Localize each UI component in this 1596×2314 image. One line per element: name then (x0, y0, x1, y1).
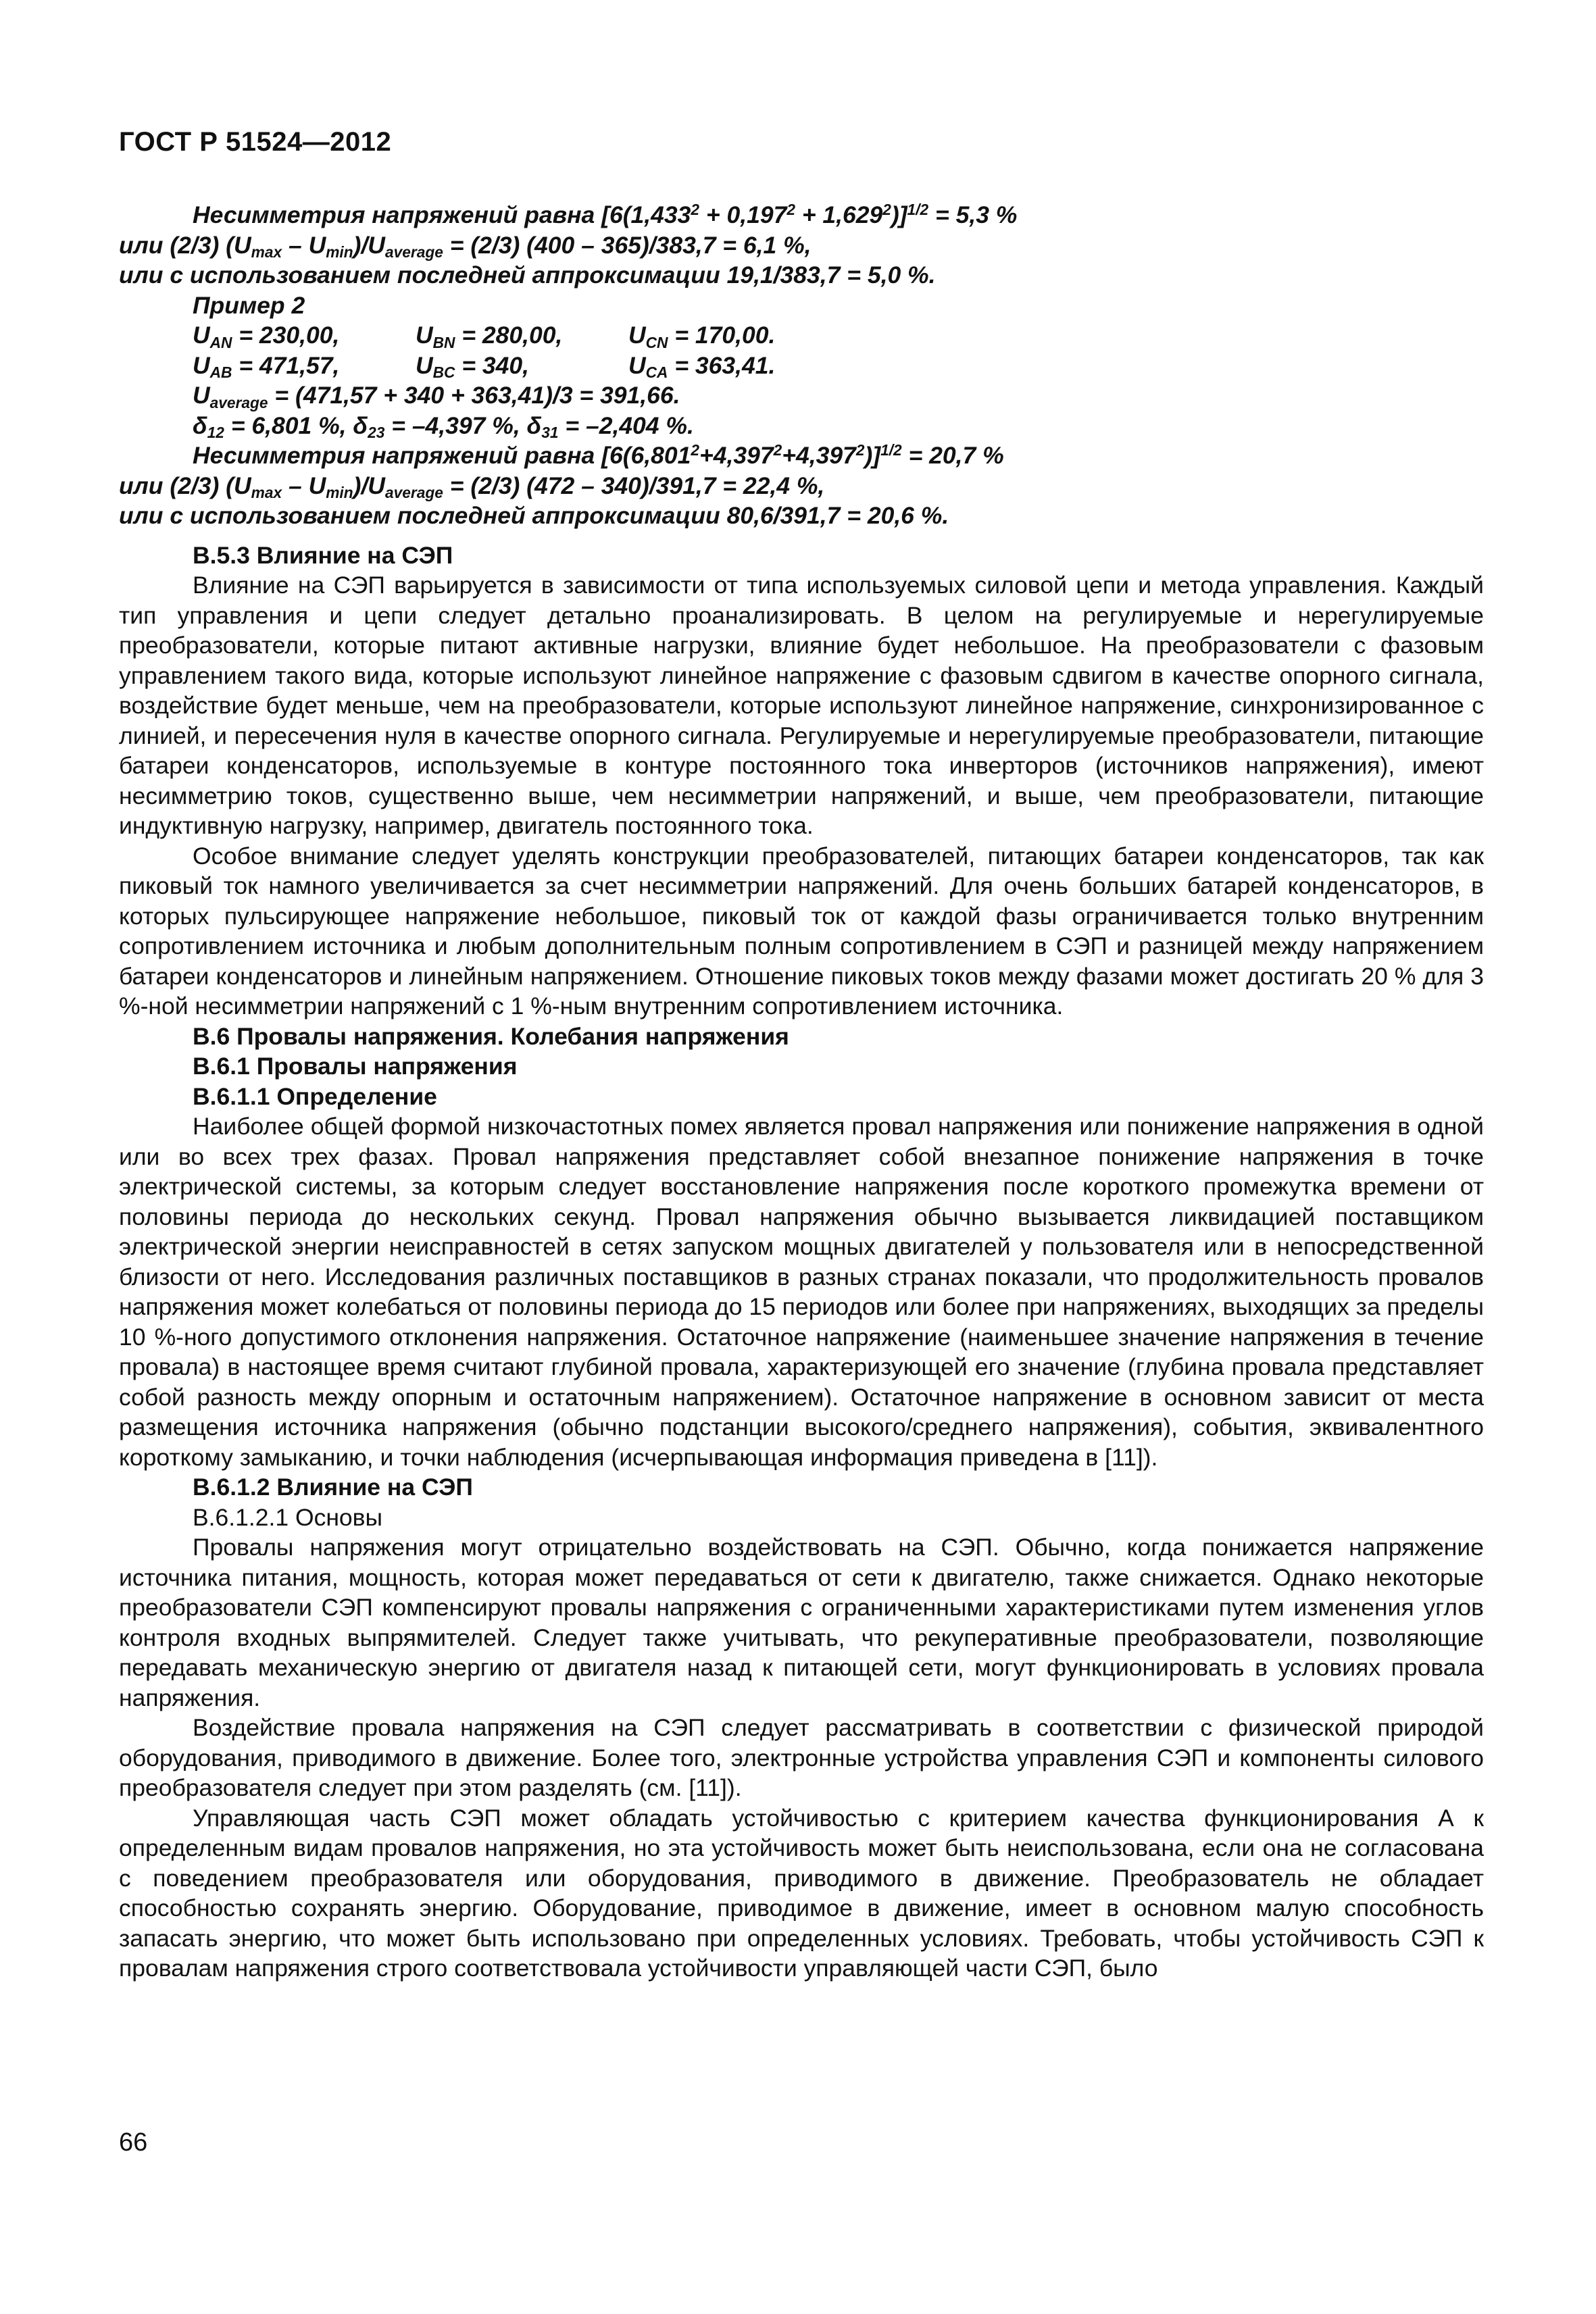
voltage-values-row (119, 351, 1484, 381)
formula-line: $\delta_{12} = 6,801$ %, $\delta_{23} = -4,397$ %, $\delta_{31} = -2,404$ %. (193, 411, 694, 442)
section-heading: В.6.1.2 Влияние на СЭП (193, 1474, 473, 1501)
voltage-value: $U_{AN} = 230,00$, (193, 322, 340, 351)
formula-line: $U_{average} = (471,57 + 340 + 363,41)/3 = 391,66$. (193, 382, 680, 411)
voltage-value: $U_{AB} = 471,57$, (193, 351, 340, 382)
page-content (119, 200, 1484, 1984)
body-paragraph: Наиболее общей формой низкочастотных помех является провал напряжения или понижение напряжения в одной или во всех трех фазах. Провал напряжения представляет собой внезапное понижение напряжения в точке электрической системы, за которым следует восстановление напряжения после короткого промежутка времени от половины периода до нескольких секунд. Провал напряжения обычно вызывается ликвидацией поставщиком электрической энергии неисправностей в сетях запуском мощных двигателей у пользователя или в непосредственной близости от него. Исследования различных поставщиков в разных странах показали, что продолжительность провалов напряжения может колебаться от половины периода до 15 периодов или более при напряжениях, выходящих за пределы 10 %-ного допустимого отклонения напряжения. Остаточное напряжение (наименьшее значение напряжения в течение провала) в настоящее время считают глубиной провала, характеризующей его значение (глубина провала представляет собой разность между опорным и остаточным напряжением). Остаточное напряжение в основном зависит от места размещения источника напряжения (обычно подстанции высокого/среднего напряжения), события, эквивалентного короткому замыканию, и точки наблюдения (исчерпывающая информация приведена в [11]). (119, 1113, 1484, 1471)
section-heading: В.5.3 Влияние на СЭП (193, 541, 453, 569)
body-paragraph: Провалы напряжения могут отрицательно воздействовать на СЭП. Обычно, когда понижается напряжение источника питания, мощность, которая может передаваться от сети к двигателю, также снижается. Однако некоторые преобразователи СЭП компенсируют провалы напряжения с ограниченными характеристиками путем изменения углов контроля входных выпрямителей. Следует также учитывать, что рекуперативные преобразователи, позволяющие передавать механическую энергию от двигателя назад к питающей сети, могут функционировать в условиях провала напряжения. (119, 1534, 1484, 1711)
formula-line: или с использованием последней аппроксимации 19,1/383,7 = 5,0 %. (119, 261, 936, 288)
voltage-value: $U_{CA} = 363,41$. (628, 351, 776, 382)
formula-line: Несимметрия напряжений равна $[6(1,433^2 + 0,197^2 + 1,629^2)]^{1/2} = 5,3$ % (193, 200, 1018, 228)
voltage-value: $U_{BC} = 340$, (416, 351, 530, 382)
section-heading: В.6.1 Провалы напряжения (193, 1053, 518, 1080)
body-paragraph: Управляющая часть СЭП может обладать устойчивостью с критерием качества функционирования А к определенным видам провалов напряжения, но эта устойчивость может быть неиспользована, если она не согласована с поведением преобразователя или оборудования, приводимого в движение. Преобразователь не обладает способностью сохранять энергию. Оборудование, приводимое в движение, имеет в основном малую способность запасать энергию, что может быть использовано при определенных условиях. Требовать, чтобы устойчивость СЭП к провалам напряжения строго соответствовала устойчивости управляющей части СЭП, было (119, 1804, 1484, 1982)
document-header: ГОСТ Р 51524—2012 (119, 127, 392, 157)
page-number: 66 (119, 2128, 148, 2157)
body-paragraph: Особое внимание следует уделять конструкции преобразователей, питающих батареи конденсаторов, так как пиковый ток намного увеличивается за счет несимметрии напряжений. Для очень больших батарей конденсаторов, в которых пульсирующее напряжение небольшое, пиковый ток от каждой фазы ограничивается только внутренним сопротивлением источника и любым дополнительным полным сопротивлением в СЭП и разницей между напряжением батареи конденсаторов и линейным напряжением. Отношение пиковых токов между фазами может достигать 20 % для 3 %-ной несимметрии напряжений с 1 %-ным внутренним сопротивлением источника. (119, 842, 1484, 1020)
voltage-values-row (119, 320, 1484, 351)
formula-line: или с использованием последней аппроксимации 80,6/391,7 = 20,6 %. (119, 502, 949, 529)
formula-line: или (2/3) $(U_{max} - U_{min})/U_{average} = (2/3)$ (472 – 340)/391,7 = 22,4 %, (119, 472, 825, 502)
voltage-value: $U_{BN} = 280,00$, (416, 322, 563, 351)
example-heading: Пример 2 (193, 291, 305, 319)
formula-line: или (2/3) $(U_{max} - U_{min})/U_{average} = (2/3)$ (400 – 365)/383,7 = 6,1 %, (119, 231, 812, 261)
body-paragraph: Влияние на СЭП варьируется в зависимости от типа используемых силовой цепи и метода управления. Каждый тип управления и цепи следует детально проанализировать. В целом на регулируемые и нерегулируемые преобразователи, которые питают активные нагрузки, влияние будет небольшое. На преобразователи с фазовым управлением такого вида, которые используют линейное напряжение с фазовым сдвигом в качестве опорного сигнала, воздействие будет меньше, чем на преобразователи, которые используют линейное напряжение, синхронизированное с линией, и пересечения нуля в качестве опорного сигнала. Регулируемые и нерегулируемые преобразователи, питающие батареи конденсаторов, используемые в контуре постоянного тока инверторов (источников напряжения), имеют несимметрию токов, существенно выше, чем несимметрии напряжений, и выше, чем преобразователи, питающие индуктивную нагрузку, например, двигатель постоянного тока. (119, 572, 1484, 839)
section-heading: В.6.1.1 Определение (193, 1082, 437, 1110)
voltage-value: $U_{CN} = 170,00$. (628, 322, 776, 351)
subsection-heading: В.6.1.2.1 Основы (193, 1503, 383, 1531)
formula-line: Несимметрия напряжений равна $[6(6,801^2+4,397^2+4,397^2)]^{1/2} = 20,7$ % (193, 441, 1004, 469)
body-paragraph: Воздействие провала напряжения на СЭП следует рассматривать в соответствии с физической природой оборудования, приводимого в движение. Более того, электронные устройства управления СЭП и компоненты силового преобразователя следует при этом разделять (см. [11]). (119, 1714, 1484, 1801)
section-heading: В.6 Провалы напряжения. Колебания напряжения (193, 1022, 789, 1050)
